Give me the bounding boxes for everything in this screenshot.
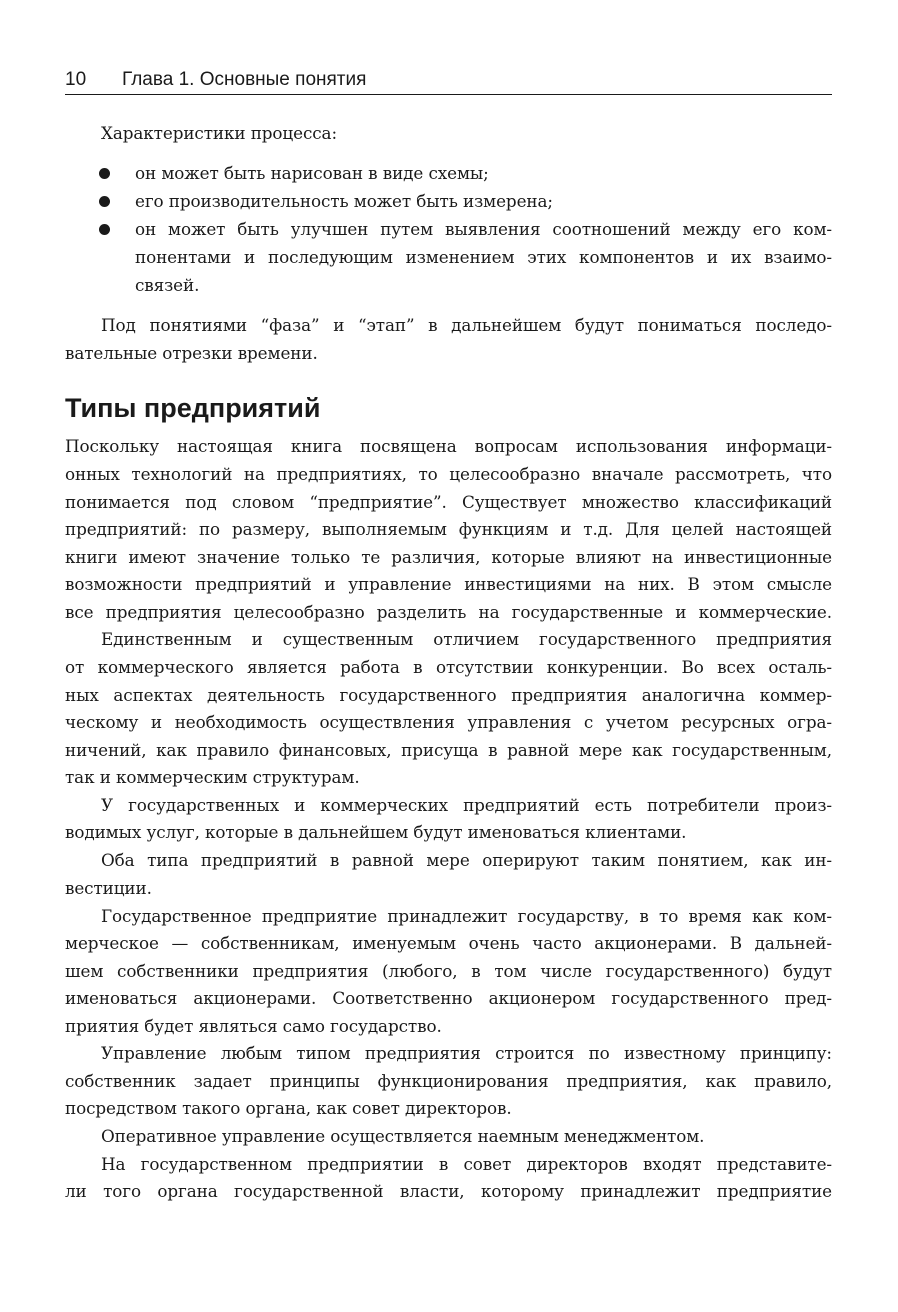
paragraph-line: мерческое — собственникам, именуемым очень часто акционерами. В дальней- [65,933,832,953]
paragraph-line: На государственном предприятии в совет директоров входят представите- [101,1154,832,1174]
paragraph-line: вательные отрезки времени. [65,343,318,363]
paragraph-line: книги имеют значение только те различия, которые влияют на инвестиционные [65,547,832,567]
paragraph-line: Оперативное управление осуществляется наемным менеджментом. [101,1126,705,1146]
paragraph-line: ли того органа государственной власти, которому принадлежит предприятие [65,1181,832,1201]
paragraph-line: все предприятия целесообразно разделить на государственные и коммерческие. [65,602,832,622]
paragraph-line: онных технологий на предприятиях, то целесообразно вначале рассмотреть, что [65,464,832,484]
bullet-item-line: он может быть нарисован в виде схемы; [135,163,489,183]
running-header [65,66,832,95]
paragraph-line: Поскольку настоящая книга посвящена вопросам использования информаци- [65,436,832,456]
paragraph-line: Под понятиями “фаза” и “этап” в дальнейшем будут пониматься последо- [101,315,832,335]
paragraph-line: водимых услуг, которые в дальнейшем будут именоваться клиентами. [65,822,687,842]
paragraph-line: Оба типа предприятий в равной мере оперируют таким понятием, как ин- [101,850,832,870]
paragraph-line: посредством такого органа, как совет директоров. [65,1098,512,1118]
bullet-icon [99,224,110,235]
paragraph-line: ных аспектах деятельность государственного предприятия аналогична коммер- [65,685,832,705]
chapter-title: Глава 1. Основные понятия [122,69,367,90]
paragraph-line: понимается под словом “предприятие”. Существует множество классификаций [65,492,832,512]
paragraph-line: от коммерческого является работа в отсутствии конкуренции. Во всех осталь- [65,657,832,677]
paragraph-line: Единственным и существенным отличием государственного предприятия [101,629,832,649]
paragraph-line: именоваться акционерами. Соответственно акционером государственного пред- [65,988,832,1008]
paragraph-line: Государственное предприятие принадлежит государству, в то время как ком- [101,906,832,926]
bullet-item-line: он может быть улучшен путем выявления соотношений между его ком- [135,219,832,239]
bullet-item-line: его производительность может быть измерена; [135,191,553,211]
section-heading: Типы предприятий [65,393,321,423]
paragraph-line: так и коммерческим структурам. [65,767,360,787]
bullet-item-line: связей. [135,275,200,295]
paragraph-line: собственник задает принципы функционирования предприятия, как правило, [65,1071,832,1091]
paragraph-line: ческому и необходимость осуществления управления с учетом ресурсных огра- [65,712,832,732]
paragraph-line: шем собственники предприятия (любого, в том числе государственного) будут [65,961,832,981]
characteristics-intro: Характеристики процесса: [101,123,338,143]
paragraph-line: У государственных и коммерческих предприятий есть потребители произ- [101,795,832,815]
paragraph-line: ничений, как правило финансовых, присуща в равной мере как государственным, [65,740,832,760]
paragraph-line: предприятий: по размеру, выполняемым функциям и т.д. Для целей настоящей [65,519,832,539]
page-number: 10 [65,69,87,90]
paragraph-line: Управление любым типом предприятия строится по известному принципу: [101,1043,832,1063]
paragraph-line: возможности предприятий и управление инвестициями на них. В этом смысле [65,574,832,594]
bullet-icon [99,196,110,207]
bullet-item-line: понентами и последующим изменением этих компонентов и их взаимо- [135,247,832,267]
paragraph-line: вестиции. [65,878,152,898]
bullet-icon [99,168,110,179]
paragraph-line: приятия будет являться само государство. [65,1016,442,1036]
